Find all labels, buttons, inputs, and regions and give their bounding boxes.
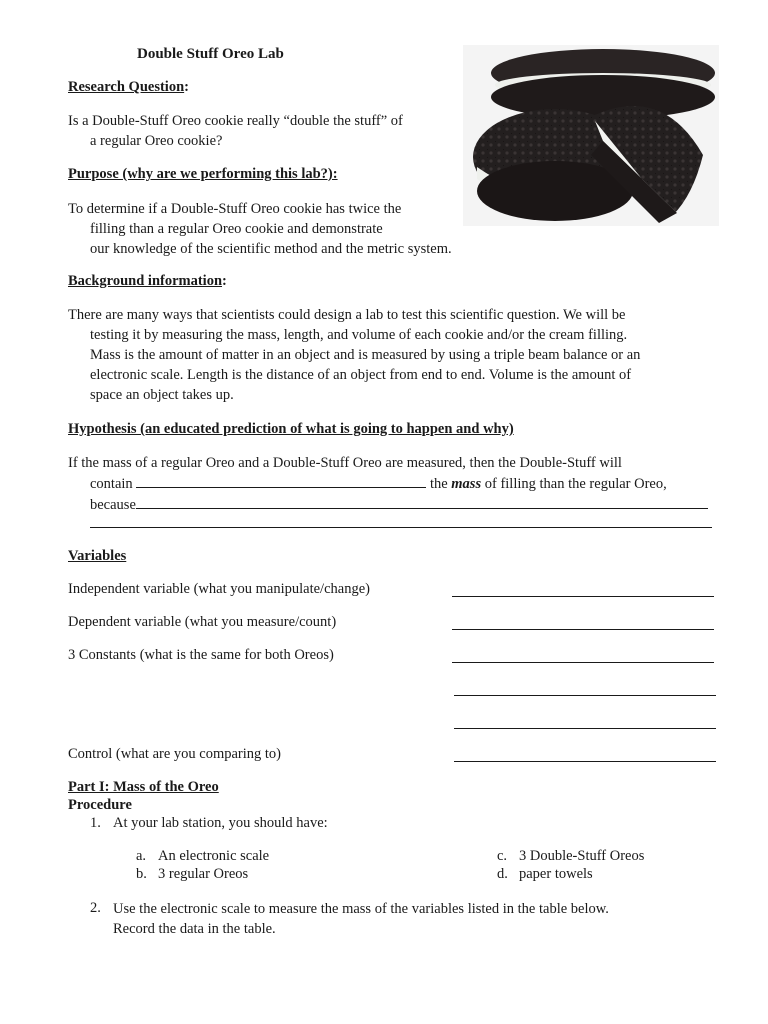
dependent-variable-line[interactable]: [452, 629, 714, 630]
step-1-number: 1.: [90, 815, 101, 831]
background-heading: Background information:: [68, 273, 227, 289]
list-item-letter: a.: [136, 848, 147, 864]
hypothesis-heading: Hypothesis (an educated prediction of what is going to happen and why): [68, 421, 514, 437]
page-title: Double Stuff Oreo Lab: [137, 46, 284, 62]
constant-line-2[interactable]: [454, 695, 716, 696]
constant-line-1[interactable]: [452, 662, 714, 663]
list-item: paper towels: [519, 866, 593, 882]
list-item: 3 regular Oreos: [158, 866, 249, 882]
background-text: There are many ways that scientists could design a lab to test this scientific question. We will be testing it by measuring the mass, length, and volume of each cookie and/or the cream filling. Mass is the amount of matter in an object and is measured by using a triple beam balance or an electronic scale. Length is the distance of an object from end to end. Volume is the amount of space an object takes up.: [68, 307, 641, 403]
list-item-letter: c.: [497, 848, 508, 864]
research-question-heading: Research Question:: [68, 79, 189, 95]
hypothesis-text: If the mass of a regular Oreo and a Double-Stuff Oreo are measured, then the Double-Stuff will contain the mass of filling than the regular Oreo, because: [68, 453, 708, 515]
research-question-text: Is a Double-Stuff Oreo cookie really “double the stuff” of a regular Oreo cookie?: [68, 113, 403, 149]
constants-label: 3 Constants (what is the same for both Oreos): [68, 647, 334, 663]
dependent-variable-label: Dependent variable (what you measure/count): [68, 614, 337, 630]
variables-heading: Variables: [68, 548, 127, 564]
list-item-letter: d.: [497, 866, 508, 882]
control-line[interactable]: [454, 761, 716, 762]
purpose-heading: Purpose (why are we performing this lab?):: [68, 166, 338, 182]
independent-variable-label: Independent variable (what you manipulate/change): [68, 581, 370, 597]
step-2-text: Use the electronic scale to measure the mass of the variables listed in the table below. Record the data in the table.: [113, 901, 609, 937]
purpose-text: To determine if a Double-Stuff Oreo cookie has twice the filling than a regular Oreo cookie and demonstrate our knowledge of the scientific method and the metric system.: [68, 201, 452, 257]
constant-line-3[interactable]: [454, 728, 716, 729]
step-2-number: 2.: [90, 900, 101, 916]
part1-heading: Part I: Mass of the Oreo: [68, 779, 219, 795]
oreo-photo: [463, 45, 719, 226]
list-item: An electronic scale: [158, 848, 270, 864]
procedure-heading: Procedure: [68, 797, 132, 813]
step-1-text: At your lab station, you should have:: [113, 815, 328, 831]
hypothesis-blank-1[interactable]: [136, 473, 426, 488]
hypothesis-because-blank[interactable]: [136, 494, 708, 509]
list-item-letter: b.: [136, 866, 147, 882]
hypothesis-blank-line[interactable]: [90, 527, 712, 528]
independent-variable-line[interactable]: [452, 596, 714, 597]
control-label: Control (what are you comparing to): [68, 746, 282, 762]
list-item: 3 Double-Stuff Oreos: [519, 848, 645, 864]
